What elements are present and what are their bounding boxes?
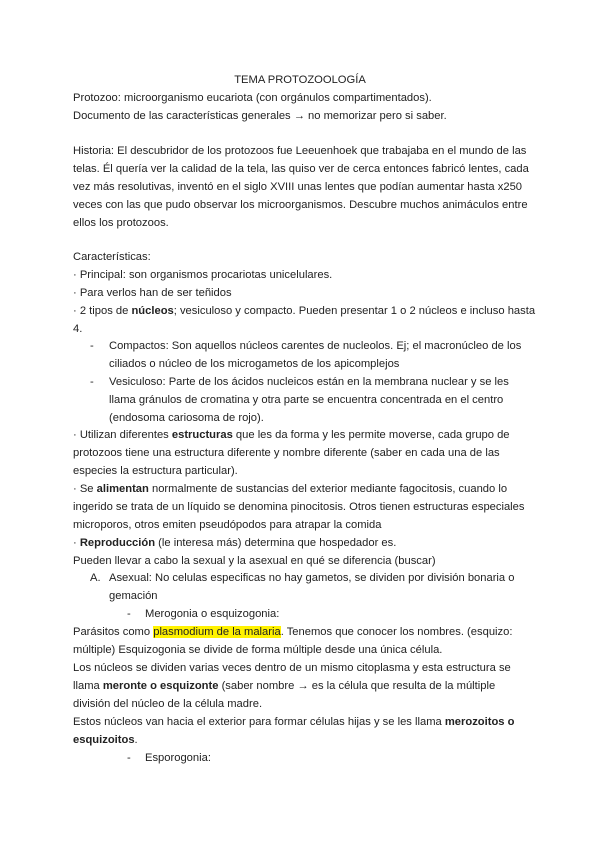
meronte-line-2: división del núcleo de la célula madre. xyxy=(73,698,263,710)
bold-term-nucleos: núcleos xyxy=(131,305,174,317)
bold-term-estructuras: estructuras xyxy=(171,429,233,441)
vesiculoso-line-2: llama gránulos de cromatina y otra parte se encuentra concentrada en el centro xyxy=(109,394,504,406)
intro-line-2: Documento de las características generales → no memorizar pero si saber. xyxy=(73,110,447,122)
asexual-line-2: gemación xyxy=(109,590,158,602)
vesiculoso-line-3: (endosoma cariosoma de rojo). xyxy=(109,412,264,424)
dash-marker: - xyxy=(127,608,131,620)
text-run: (le interesa más) determina que hospedador es. xyxy=(155,537,397,549)
parasitos-line-2: múltiple) Esquizogonia se divide de forma múltiple desde una única célula. xyxy=(73,644,443,656)
bullet-principal: · Principal: son organismos procariotas unicelulares. xyxy=(73,269,333,281)
historia-line-4: veces con las que pudo observar los microorganismos. Descubre muchos animáculos entre xyxy=(73,199,528,211)
text-run: Parásitos como xyxy=(73,626,154,638)
text-run: · Utilizan diferentes xyxy=(73,429,172,441)
bullet-tenidos: · Para verlos han de ser teñidos xyxy=(73,287,232,299)
caracteristicas-heading: Características: xyxy=(73,251,151,263)
text-run: . Tenemos que conocer los nombres. (esquizo: xyxy=(280,626,513,638)
text-run: que les da forma y les permite moverse, cada grupo de xyxy=(232,429,510,441)
bullet-alimentan xyxy=(73,480,507,498)
alimentan-line-2: ingerido se trata de un líquido se denomina pinocitosis. Otros tienen estructuras especiales xyxy=(73,501,525,513)
text-run: · Se xyxy=(73,483,97,495)
bullet-estructuras xyxy=(73,426,510,444)
bold-term-esquizoitos: esquizoitos xyxy=(73,734,135,746)
historia-line-2: telas. Él quería ver la calidad de la tela, las quiso ver de cerca entonces fabricó lentes, cada xyxy=(73,163,529,175)
compactos-line-1: Compactos: Son aquellos núcleos carentes de nucleolos. Ej; el macronúcleo de los xyxy=(109,340,522,352)
asexual-line-1: Asexual: No celulas especificas no hay gametos, se dividen por división bonaria o xyxy=(109,572,515,584)
dash-marker: - xyxy=(90,340,94,352)
historia-line-3: vez más resolutivas, inventó en el siglo XVIII unas lentes que podían aumentar hasta x250 xyxy=(73,181,523,193)
merozoitos-line-1 xyxy=(73,713,514,731)
esporogonia-line: Esporogonia: xyxy=(145,752,211,764)
bold-term-alimentan: alimentan xyxy=(96,483,149,495)
text-run: · 2 tipos de xyxy=(73,305,132,317)
list-marker-a: A. xyxy=(90,572,101,584)
bold-term-meronte: meronte o esquizonte xyxy=(102,680,219,692)
document-title: TEMA PROTOZOOLOGÍA xyxy=(234,74,366,86)
compactos-line-2: ciliados o núcleo de los microgametos de los apicomplejos xyxy=(109,358,400,370)
merozoitos-line-2 xyxy=(73,731,138,749)
highlight-plasmodium: plasmodium de la malaria xyxy=(153,626,281,638)
text-run: · xyxy=(73,537,80,549)
sexual-line: Pueden llevar a cabo la sexual y la asexual en qué se diferencia (buscar) xyxy=(73,555,436,567)
text-run: (saber nombre → es la célula que resulta de la múltiple xyxy=(218,680,496,692)
nucleos-dividen-line: Los núcleos se dividen varias veces dentro de un mismo citoplasma y esta estructura se xyxy=(73,662,511,674)
bullet-reproduccion xyxy=(73,534,396,552)
merogonia-line: Merogonia o esquizogonia: xyxy=(145,608,280,620)
text-run: normalmente de sustancias del exterior mediante fagocitosis, cuando lo xyxy=(148,483,508,495)
bullet-nucleos-cont: 4. xyxy=(73,323,83,335)
parasitos-line-1 xyxy=(73,623,512,641)
intro-line-1: Protozoo: microorganismo eucariota (con orgánulos compartimentados). xyxy=(73,92,432,104)
bold-term-merozoitos: merozoitos o xyxy=(444,716,515,728)
dash-marker: - xyxy=(127,752,131,764)
dash-marker: - xyxy=(90,376,94,388)
historia-line-1: Historia: El descubridor de los protozoos fue Leeuenhoek que trabajaba en el mundo de las xyxy=(73,145,527,157)
text-run: Estos núcleos van hacia el exterior para formar células hijas y se les llama xyxy=(73,716,445,728)
text-run: llama xyxy=(73,680,103,692)
alimentan-line-3: microporos, otros emiten pseudópodos para atrapar la comida xyxy=(73,519,382,531)
vesiculoso-line-1: Vesiculoso: Parte de los ácidos nucleicos están en la membrana nuclear y se les xyxy=(109,376,509,388)
estructuras-line-2: protozoos tiene una estructura diferente y nombre diferente (saber en cada una de las xyxy=(73,447,500,459)
text-run: ; vesiculoso y compacto. Pueden presentar 1 o 2 núcleos e incluso hasta xyxy=(173,305,536,317)
text-run: . xyxy=(134,734,138,746)
meronte-line-1 xyxy=(73,677,495,695)
bullet-nucleos xyxy=(73,302,535,320)
historia-line-5: ellos los protozoos. xyxy=(73,217,169,229)
bold-term-reproduccion: Reproducción xyxy=(79,537,156,549)
estructuras-line-3: especies la estructura particular). xyxy=(73,465,238,477)
